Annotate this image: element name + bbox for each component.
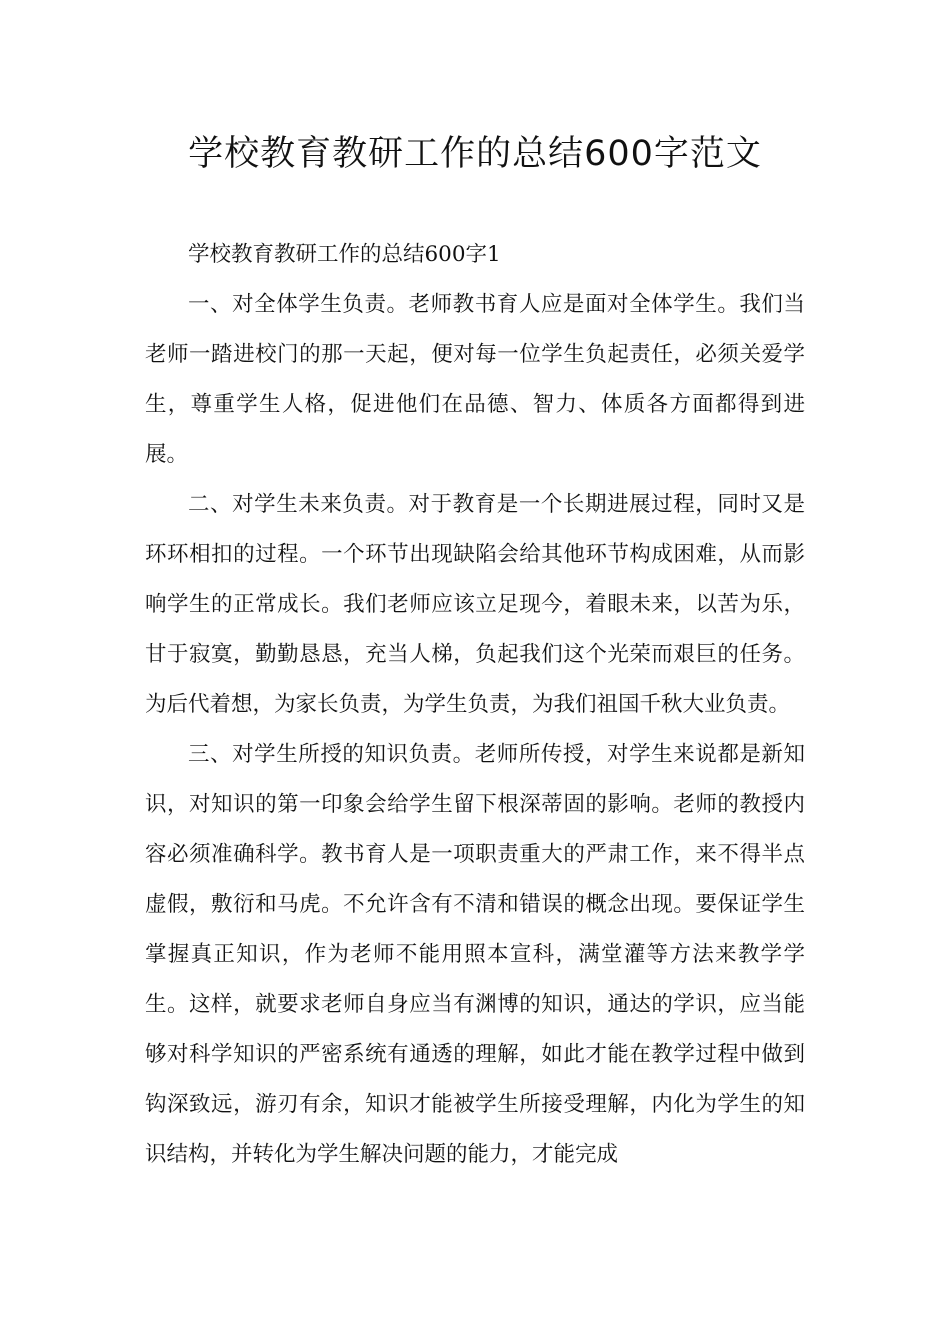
paragraph-1: 一、对全体学生负责。老师教书育人应是面对全体学生。我们当老师一踏进校门的那一天起，便对每一位学生负起责任，必须关爱学生，尊重学生人格，促进他们在品德、智力、体质各方面都得到进展。	[145, 292, 805, 467]
paragraph-2: 二、对学生未来负责。对于教育是一个长期进展过程，同时又是环环相扣的过程。一个环节出现缺陷会给其他环节构成困难，从而影响学生的正常成长。我们老师应该立足现今，着眼未来，以苦为乐，甘于寂寞，勤勤恳恳，充当人梯，负起我们这个光荣而艰巨的任务。为后代着想，为家长负责，为学生负责，为我们祖国千秋大业负责。	[145, 492, 805, 717]
document-title: 学校教育教研工作的总结600字范文	[188, 134, 762, 174]
paragraph-3: 三、对学生所授的知识负责。老师所传授，对学生来说都是新知识，对知识的第一印象会给学生留下根深蒂固的影响。老师的教授内容必须准确科学。教书育人是一项职责重大的严肃工作，来不得半点虚假，敷衍和马虎。不允许含有不清和错误的概念出现。要保证学生掌握真正知识，作为老师不能用照本宣科，满堂灌等方法来教学学生。这样，就要求老师自身应当有渊博的知识，通达的学识，应当能够对科学知识的严密系统有通透的理解，如此才能在教学过程中做到钩深致远，游刃有余，知识才能被学生所接受理解，内化为学生的知识结构，并转化为学生解决问题的能力，才能完成	[145, 742, 805, 1167]
section-heading: 学校教育教研工作的总结600字1	[188, 242, 501, 267]
document-body	[145, 230, 805, 1180]
